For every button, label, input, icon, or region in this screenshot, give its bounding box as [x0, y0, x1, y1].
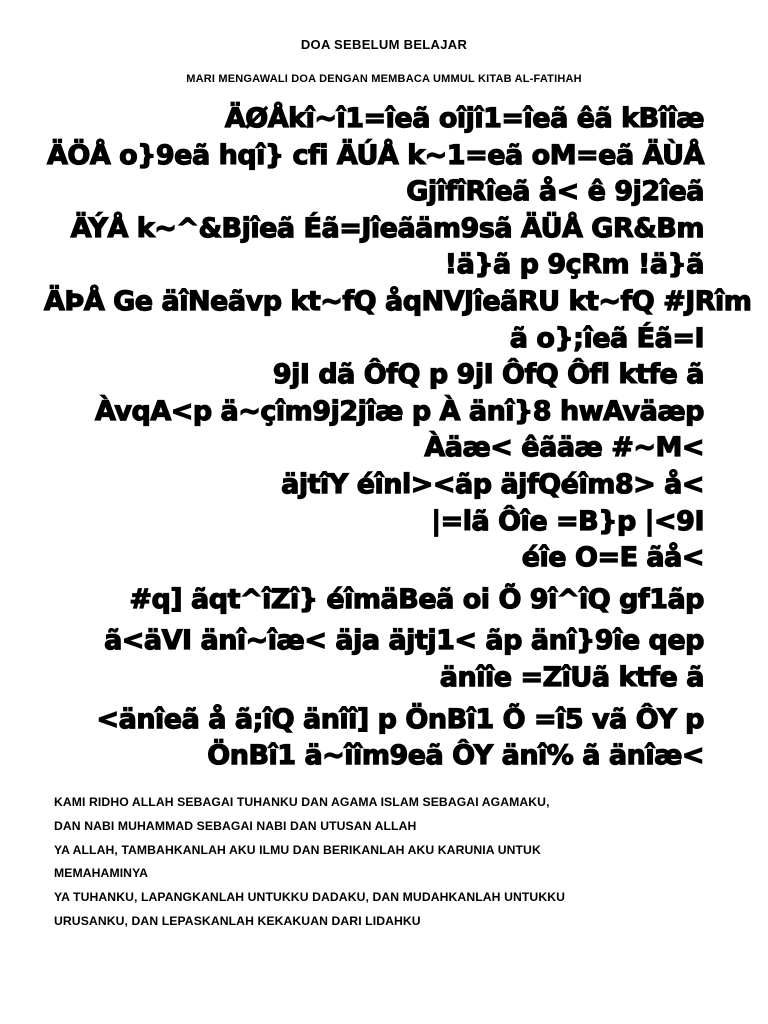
- page-subtitle: MARI MENGAWALI DOA DENGAN MEMBACA UMMUL KITAB AL-FATIHAH: [186, 73, 582, 85]
- page-title: DOA SEBELUM BELAJAR: [300, 37, 468, 52]
- arabic-line: ÀvqA<p ä~çîm9j2jîæ p À änî}8 hwAväæp: [94, 395, 704, 427]
- arabic-line: ÖnBî1 ä~îîm9eã ÔY änî% ã änîæ<: [207, 740, 704, 772]
- arabic-prayer-text: [44, 101, 752, 775]
- arabic-line: |=lã Ôîe =B}p |<9I: [431, 505, 704, 537]
- translation-line: MEMAHAMINYA: [54, 866, 149, 881]
- arabic-line: äjtîY éînl><ãp äjfQéîm8> å<: [281, 468, 704, 500]
- arabic-line: ã o};îeã Éã=I: [509, 322, 704, 354]
- arabic-line: !ä}ã p 9çRm !ä}ã: [444, 249, 704, 281]
- arabic-line: ã<äVI änî~îæ< äja äjtj1< ãp änî}9îe qep: [104, 625, 704, 657]
- arabic-line: änîîe =ZîUã ktfe ã: [439, 661, 704, 693]
- translation-line: YA ALLAH, TAMBAHKANLAH AKU ILMU DAN BERIKANLAH AKU KARUNIA UNTUK: [54, 842, 541, 857]
- arabic-line: #q] ãqt^îZî} éîmäBeã oi Õ 9î^îQ gf1ãp: [129, 583, 704, 615]
- arabic-line: ÄØÅkî~î1=îeã oîjî1=îeã êã kBîîæ: [224, 103, 704, 134]
- translation-line: KAMI RIDHO ALLAH SEBAGAI TUHANKU DAN AGAMA ISLAM SEBAGAI AGAMAKU,: [54, 795, 550, 809]
- arabic-line: ÄÞÅ Ge äîNeãvp kt~fQ åqNVJîeãRU kt~fQ #JRîm: [44, 285, 752, 317]
- translation-line: YA TUHANKU, LAPANGKANLAH UNTUKKU DADAKU, DAN MUDAHKANLAH UNTUKKU: [54, 890, 566, 905]
- translation-line: URUSANKU, DAN LEPASKANLAH KEKAKUAN DARI LIDAHKU: [54, 913, 421, 928]
- arabic-line: éîe O=E ãå<: [521, 542, 704, 574]
- arabic-line: <änîeã å ã;îQ änîî] p ÖnBî1 Õ =î5 vã ÔY p: [96, 703, 704, 735]
- arabic-line: ÄÝÅ k~^&Bjîeã Éã=Jîeãäm9sã ÄÜÅ GR&Bm: [70, 212, 704, 244]
- translation-line: DAN NABI MUHAMMAD SEBAGAI NABI DAN UTUSAN ALLAH: [54, 818, 417, 833]
- arabic-line: Àäæ< êãäæ #~M<: [424, 432, 704, 464]
- arabic-line: ÄÖÅ o}9eã hqî} cfi ÄÚÅ k~1=eã oM=eã ÄÙÅ: [46, 139, 704, 171]
- translation-text: [54, 791, 734, 934]
- arabic-line: GjîfîRîeã å< ê 9j2îeã: [406, 176, 704, 208]
- arabic-line: 9jI dã ÔfQ p 9jI ÔfQ Ôfl ktfe ã: [272, 359, 704, 391]
